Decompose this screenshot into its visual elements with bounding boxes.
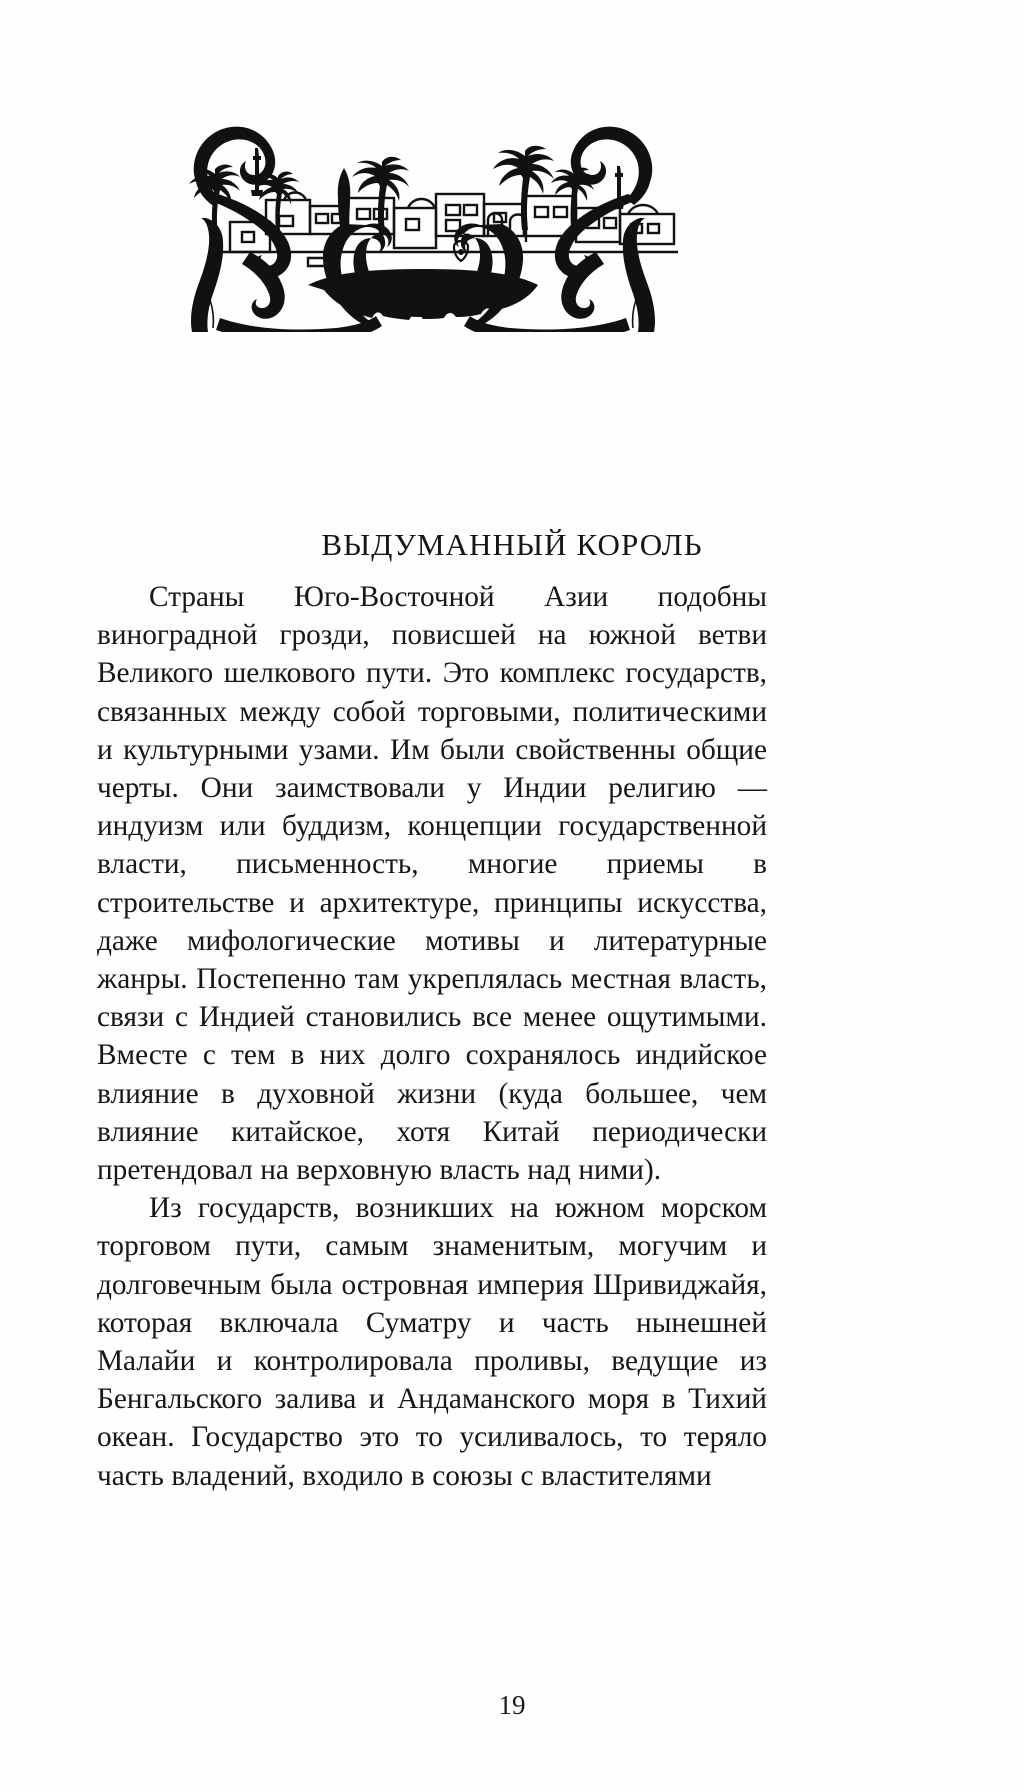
paragraph-2: Из государств, возникших на южном морском торговом пути, самым знаменитым, могучим и долговечным была островная империя Шривиджайя, которая включала Суматру и часть нынешней Малайи и контролировала проливы, ведущие из Бенгальского залива и Андаманского моря в Тихий океан. Государство это то усиливалось, то теряло часть владений, входило в союзы с властителями [97, 1192, 767, 1492]
chapter-title: ВЫДУМАННЫЙ КОРОЛЬ [321, 526, 703, 562]
body-text-block [97, 578, 767, 1495]
paragraph-1: Страны Юго-Восточной Азии подобны виноградной грозди, повисшей на южной ветви Великого шелкового пути. Это комплекс государств, связанных между собой торговыми, политическими и культурными узами. Им были свойственны общие черты. Они заимствовали у Индии религию — индуизм или буддизм, концепции государственной власти, письменность, многие приемы в строительстве и архитектуре, принципы искусства, даже мифологические мотивы и литературные жанры. Постепенно там укреплялась местная власть, связи с Индией становились все менее ощутимыми. Вместе с тем в них долго сохранялось индийское влияние в духовной жизни (куда большее, чем влияние китайское, хотя Китай периодически претендовал на верховную власть над ними). [97, 581, 767, 1187]
woodcut-cityscape-headpiece [158, 112, 688, 332]
page-number: 19 [498, 1690, 526, 1720]
